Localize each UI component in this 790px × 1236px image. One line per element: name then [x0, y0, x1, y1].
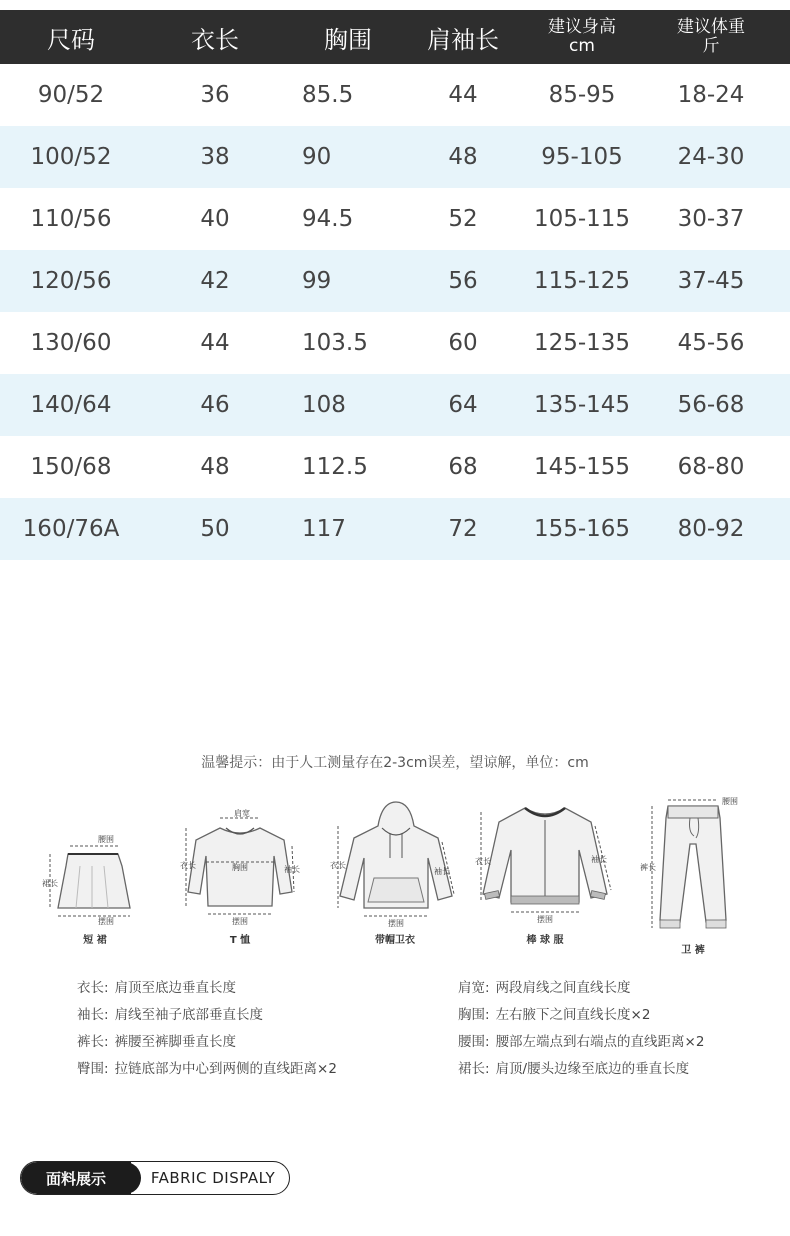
header-chest: 胸围 — [324, 25, 372, 54]
definition-term: 臀围: — [77, 1061, 109, 1077]
table-row — [0, 188, 790, 250]
tshirt-chest-mark: 胸围 — [232, 863, 248, 872]
cell-size: 120/56 — [30, 268, 112, 294]
skirt-icon — [40, 816, 150, 934]
definition-desc: 肩顶/腰头边缘至底边的垂直长度 — [495, 1061, 690, 1077]
cell-sleeve: 52 — [448, 206, 478, 232]
definition-term: 裤长: — [77, 1034, 109, 1050]
baseball-jacket-icon — [475, 798, 615, 934]
cell-chest: 94.5 — [302, 206, 354, 232]
sweatpants-diagram — [638, 796, 748, 956]
definition-desc: 裤腰至裤脚垂直长度 — [114, 1034, 237, 1050]
skirt-length-mark: 裙长 — [42, 879, 58, 888]
hoodie-hem-mark: 摆围 — [388, 919, 404, 928]
header-height — [518, 18, 646, 56]
cell-length: 46 — [200, 392, 230, 418]
definition-item — [458, 1029, 704, 1056]
definition-item — [458, 1056, 704, 1083]
cell-weight: 80-92 — [677, 516, 745, 542]
definition-term: 腰围: — [458, 1034, 490, 1050]
definition-desc: 肩线至袖子底部垂直长度 — [114, 1007, 264, 1023]
cell-weight: 30-37 — [677, 206, 745, 232]
cell-length: 42 — [200, 268, 230, 294]
tshirt-label: T 恤 — [229, 935, 251, 946]
cell-sleeve: 68 — [448, 454, 478, 480]
cell-chest: 108 — [302, 392, 346, 418]
tshirt-length-mark: 衣长 — [180, 861, 196, 870]
cell-length: 38 — [200, 144, 230, 170]
cell-length: 44 — [200, 330, 230, 356]
definition-desc: 拉链底部为中心到两侧的直线距离×2 — [114, 1061, 337, 1077]
cell-length: 36 — [200, 82, 230, 108]
tshirt-icon — [180, 806, 300, 934]
definitions-right — [458, 975, 704, 1083]
cell-height: 145-155 — [533, 454, 631, 480]
header-weight-line2: 斤 — [702, 36, 720, 56]
definition-desc: 肩顶至底边垂直长度 — [114, 980, 237, 996]
table-row — [0, 64, 790, 126]
header-length: 衣长 — [191, 25, 239, 54]
cell-sleeve: 60 — [448, 330, 478, 356]
cell-weight: 37-45 — [677, 268, 745, 294]
header-height-line1: 建议身高 — [548, 17, 616, 37]
cell-size: 140/64 — [30, 392, 112, 418]
cell-chest: 99 — [302, 268, 332, 294]
skirt-label: 短 裙 — [83, 935, 107, 946]
table-row — [0, 436, 790, 498]
skirt-waist-mark: 腰围 — [98, 835, 114, 844]
hoodie-sleeve-mark: 袖长 — [434, 867, 450, 876]
definition-item — [458, 975, 704, 1002]
cell-size: 150/68 — [30, 454, 112, 480]
cell-sleeve: 48 — [448, 144, 478, 170]
cell-chest: 103.5 — [302, 330, 368, 356]
cell-sleeve: 44 — [448, 82, 478, 108]
header-weight-line1: 建议体重 — [677, 17, 745, 37]
definition-term: 胸围: — [458, 1007, 490, 1023]
table-header — [0, 10, 790, 64]
tshirt-hem-mark: 摆围 — [232, 917, 248, 926]
cell-height: 105-115 — [533, 206, 631, 232]
cell-size: 90/52 — [37, 82, 105, 108]
cell-chest: 117 — [302, 516, 346, 542]
definition-desc: 腰部左端点到右端点的直线距离×2 — [495, 1034, 705, 1050]
table-row — [0, 374, 790, 436]
pants-waist-mark: 腰围 — [722, 797, 738, 806]
definition-item — [77, 1029, 337, 1056]
definition-term: 衣长: — [77, 980, 109, 996]
cell-height: 155-165 — [533, 516, 631, 542]
cell-length: 48 — [200, 454, 230, 480]
cell-sleeve: 72 — [448, 516, 478, 542]
definition-item — [77, 975, 337, 1002]
cell-sleeve: 56 — [448, 268, 478, 294]
tshirt-diagram — [180, 806, 300, 946]
definitions-left — [77, 975, 337, 1083]
definition-item — [77, 1056, 337, 1083]
cell-weight: 45-56 — [677, 330, 745, 356]
cell-chest: 85.5 — [302, 82, 354, 108]
table-row — [0, 312, 790, 374]
garment-diagrams — [40, 796, 760, 966]
cell-weight: 68-80 — [677, 454, 745, 480]
hoodie-diagram — [330, 798, 460, 946]
definition-item — [77, 1002, 337, 1029]
header-height-line2: cm — [569, 36, 595, 56]
baseball-jacket-label: 棒 球 服 — [526, 935, 564, 946]
jacket-hem-mark: 摆围 — [537, 915, 553, 924]
sweatpants-label: 卫 裤 — [681, 945, 705, 956]
tshirt-shoulder-mark: 肩宽 — [234, 809, 250, 818]
cell-height: 135-145 — [533, 392, 631, 418]
cell-chest: 90 — [302, 144, 332, 170]
cell-height: 85-95 — [548, 82, 616, 108]
measurement-tip: 温馨提示：由于人工测量存在2-3cm误差，望谅解，单位：cm — [201, 755, 589, 771]
hoodie-label: 带帽卫衣 — [375, 935, 415, 946]
cell-size: 160/76A — [22, 516, 120, 542]
skirt-hem-mark: 摆围 — [98, 917, 114, 926]
definition-item — [458, 1002, 704, 1029]
table-row — [0, 498, 790, 560]
header-sleeve: 肩袖长 — [427, 25, 499, 54]
cell-sleeve: 64 — [448, 392, 478, 418]
cell-weight: 56-68 — [677, 392, 745, 418]
cell-weight: 24-30 — [677, 144, 745, 170]
header-weight — [646, 18, 776, 56]
cell-height: 125-135 — [533, 330, 631, 356]
hoodie-icon — [330, 798, 460, 934]
definition-term: 肩宽: — [458, 980, 490, 996]
definition-desc: 左右腋下之间直线长度×2 — [495, 1007, 651, 1023]
jacket-length-mark: 衣长 — [475, 857, 491, 866]
cell-size: 130/60 — [30, 330, 112, 356]
cell-size: 100/52 — [30, 144, 112, 170]
cell-weight: 18-24 — [677, 82, 745, 108]
jacket-sleeve-mark: 袖长 — [591, 855, 607, 864]
definition-term: 裙长: — [458, 1061, 490, 1077]
pants-length-mark: 裤长 — [640, 863, 656, 872]
sweatpants-icon — [638, 796, 748, 942]
cell-height: 95-105 — [541, 144, 623, 170]
size-table — [0, 10, 790, 560]
tshirt-sleeve-mark: 袖长 — [284, 865, 300, 874]
cell-height: 115-125 — [533, 268, 631, 294]
fabric-heading-en: FABRIC DISPALY — [150, 1169, 276, 1187]
table-row — [0, 250, 790, 312]
baseball-jacket-diagram — [475, 798, 615, 946]
definition-desc: 两段肩线之间直线长度 — [495, 980, 631, 996]
header-size: 尺码 — [47, 25, 95, 54]
hoodie-length-mark: 衣长 — [330, 861, 346, 870]
cell-length: 40 — [200, 206, 230, 232]
table-row — [0, 126, 790, 188]
fabric-display-heading — [20, 1161, 290, 1195]
fabric-heading-cn: 面料展示 — [21, 1162, 131, 1194]
definition-term: 袖长: — [77, 1007, 109, 1023]
cell-size: 110/56 — [30, 206, 112, 232]
cell-length: 50 — [200, 516, 230, 542]
cell-chest: 112.5 — [302, 454, 368, 480]
skirt-diagram — [40, 816, 150, 946]
